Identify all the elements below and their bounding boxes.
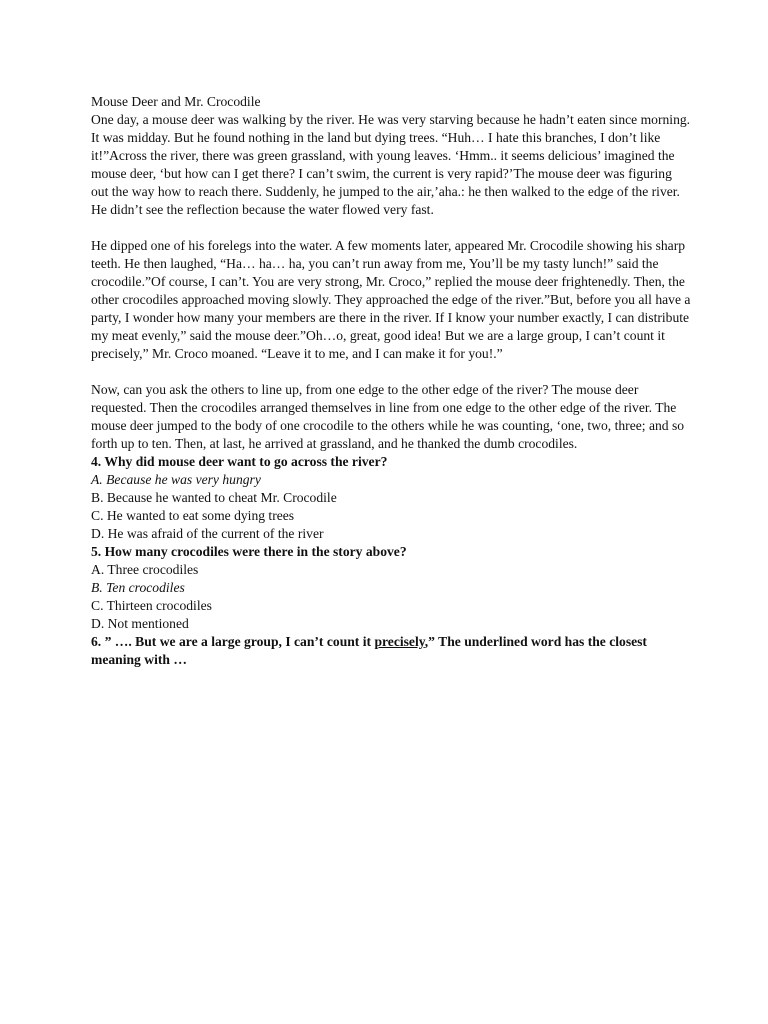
question-4-option-d: D. He was afraid of the current of the river: [91, 526, 324, 541]
question-5-option-a: A. Three crocodiles: [91, 562, 199, 577]
question-6: [91, 633, 691, 669]
question-6-underlined-word: precisely: [374, 634, 425, 649]
question-5-option-d: D. Not mentioned: [91, 616, 189, 631]
question-4-option-a: A. Because he was very hungry: [91, 472, 261, 487]
question-4-option-c: C. He wanted to eat some dying trees: [91, 508, 295, 523]
question-4-option-b: B. Because he wanted to cheat Mr. Crocodile: [91, 490, 337, 505]
story-paragraph-2: He dipped one of his forelegs into the water. A few moments later, appeared Mr. Crocodile showing his sharp teeth. He then laughed, “Ha… ha… ha, you can’t run away from me, You’ll be my tasty lunch!” said the crocodile.”Of course, I can’t. You are very strong, Mr. Croco,” replied the mouse deer frightenedly. Then, the other crocodiles approached moving slowly. They approached the edge of the river.”But, before you all have a party, I wonder how many your members are there in the river. If I know your number exactly, I can distribute my meat evenly,” said the mouse deer.”Oh…o, great, good idea! But we are a large group, I can’t count it precisely,” Mr. Croco moaned. “Leave it to me, and I can make it for you!.”: [91, 238, 691, 361]
story-title: Mouse Deer and Mr. Crocodile: [91, 94, 261, 109]
question-6-suffix: ,” The underlined word has the closest meaning with …: [91, 634, 647, 667]
story-paragraph-1: One day, a mouse deer was walking by the river. He was very starving because he hadn’t eaten since morning. It was midday. But he found nothing in the land but dying trees. “Huh… I hate this branches, I don’t like it!”Across the river, there was green grassland, with young leaves. ‘Hmm.. it seems delicious’ imagined the mouse deer, ‘but how can I get there? I can’t swim, the current is very rapid?’The mouse deer was figuring out the way how to reach there. Suddenly, he jumped to the air,’aha.: he then walked to the edge of the river. He didn’t see the reflection because the water flowed very fast.: [91, 112, 691, 217]
question-5: 5. How many crocodiles were there in the story above?: [91, 544, 407, 559]
question-4: 4. Why did mouse deer want to go across the river?: [91, 454, 388, 469]
question-6-prefix: 6. ” …. But we are a large group, I can’t count it: [91, 634, 375, 649]
story-paragraph-3: Now, can you ask the others to line up, from one edge to the other edge of the river? The mouse deer requested. Then the crocodiles arranged themselves in line from one edge to the other edge of the river. The mouse deer jumped to the body of one crocodile to the others while he was counting, ‘one, two, three; and so forth up to ten. Then, at last, he arrived at grassland, and he thanked the dumb crocodiles.: [91, 382, 685, 451]
document-page: [91, 93, 691, 669]
question-5-option-b: B. Ten crocodiles: [91, 580, 185, 595]
question-5-option-c: C. Thirteen crocodiles: [91, 598, 212, 613]
